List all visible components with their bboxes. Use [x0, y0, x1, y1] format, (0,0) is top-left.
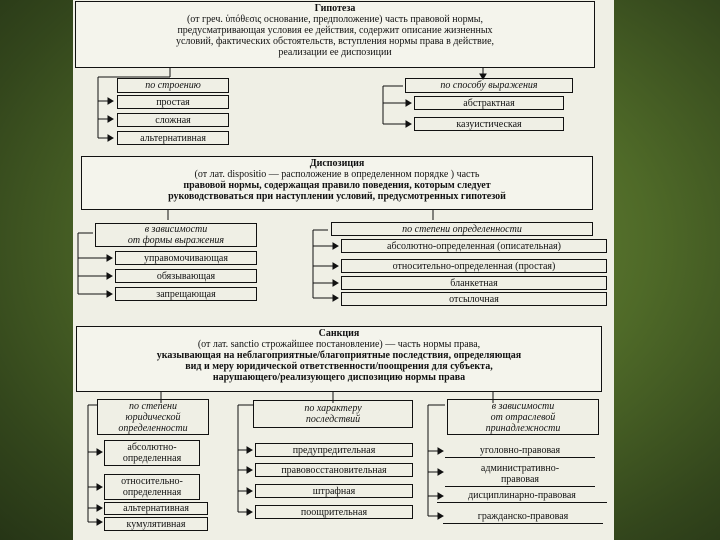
sanction-col3-item: уголовно-правовая [445, 444, 595, 458]
sanction-line-1: (от лат. sanctio строжайшее постановление) — часть нормы права, [197, 339, 481, 350]
disposition-right-category: по степени определенности [331, 222, 593, 236]
disposition-right-item: бланкетная [341, 276, 607, 290]
sanction-col2-category [253, 400, 413, 428]
slide [73, 0, 614, 540]
disposition-left-category [95, 223, 257, 247]
disposition-line-3: руководствоваться при наступлении условий, предусмотренных гипотезой [168, 191, 506, 202]
disposition-left-item: обязывающая [115, 269, 257, 283]
sanction-col2-item: поощрительная [255, 505, 413, 519]
sanction-col3-category [447, 399, 599, 435]
sanction-col1-item [104, 440, 200, 466]
sanction-col3-category-line: в зависимости [491, 400, 555, 412]
disposition-right-item: относительно-определенная (простая) [341, 259, 607, 273]
sanction-col1-item [104, 474, 200, 500]
sanction-col1-category-line: юридической [125, 411, 181, 423]
sanction-col1-item: кумулятивная [104, 517, 208, 531]
sanction-col1-item-line: определенная [122, 487, 182, 498]
sanction-col1-item: альтернативная [104, 502, 208, 515]
sanction-col1-item-line: относительно- [121, 476, 183, 487]
sanction-col1-category [97, 399, 209, 435]
sanction-col3-item [445, 461, 595, 487]
sanction-line-3: вид и меру юридической ответственности/поощрения для субъекта, [185, 361, 493, 372]
disposition-left-item: управомочивающая [115, 251, 257, 265]
disposition-title: Диспозиция [309, 158, 365, 169]
hypothesis-line-2: предусматривающая условия ее действия, содержит описание жизненных [177, 25, 493, 36]
disposition-left-item: запрещающая [115, 287, 257, 301]
hypothesis-line-1: (от греч. ὑπόθεσις основание, предположение) часть правовой нормы, [186, 14, 484, 25]
sanction-col1-item-line: абсолютно- [127, 442, 177, 453]
disposition-right-item: абсолютно-определенная (описательная) [341, 239, 607, 253]
hypothesis-line-4: реализации ее диспозиции [278, 47, 392, 58]
sanction-col1-category-line: по степени [129, 400, 177, 412]
hypothesis-line-3: условий, фактических обстоятельств, вступления нормы права в действие, [175, 36, 495, 47]
sanction-col1-item-line: определенная [122, 453, 182, 464]
hypothesis-title: Гипотеза [314, 3, 356, 14]
sanction-col2-item: правовосстановительная [255, 463, 413, 477]
sanction-col2-category-line: по характеру [304, 403, 362, 414]
sanction-definition-box [76, 326, 602, 392]
sanction-col3-item-line: административно- [480, 462, 560, 474]
hypothesis-left-item: сложная [117, 113, 229, 127]
disposition-left-category-line: от формы выражения [127, 235, 225, 246]
disposition-right-item: отсылочная [341, 292, 607, 306]
sanction-line-4: нарушающего/реализующего диспозицию нормы права [212, 372, 466, 383]
sanction-col3-item: дисциплинарно-правовая [437, 489, 607, 503]
sanction-col3-item-line: правовая [500, 473, 540, 485]
hypothesis-right-category: по способу выражения [405, 78, 573, 93]
sanction-line-2: указывающая на неблагоприятные/благоприятные последствия, определяющая [156, 350, 522, 361]
hypothesis-left-item: альтернативная [117, 131, 229, 145]
hypothesis-left-item: простая [117, 95, 229, 109]
sanction-col3-item: гражданско-правовая [443, 510, 603, 524]
hypothesis-right-item: абстрактная [414, 96, 564, 110]
disposition-left-category-line: в зависимости [144, 224, 208, 235]
sanction-title: Санкция [318, 328, 360, 339]
hypothesis-right-item: казуистическая [414, 117, 564, 131]
sanction-col2-category-line: последствий [305, 414, 361, 425]
hypothesis-left-category: по строению [117, 78, 229, 93]
sanction-col1-category-line: определенности [118, 422, 188, 434]
hypothesis-definition-box [75, 1, 595, 68]
sanction-col3-category-line: принадлежности [485, 422, 561, 434]
sanction-col3-category-line: от отраслевой [490, 411, 556, 423]
sanction-col2-item: штрафная [255, 484, 413, 498]
sanction-col2-item: предупредительная [255, 443, 413, 457]
disposition-definition-box [81, 156, 593, 210]
disposition-line-2: правовой нормы, содержащая правило поведения, которым следует [183, 180, 491, 191]
disposition-line-1: (от лат. dispositio — расположение в определенном порядке ) часть [194, 169, 480, 180]
